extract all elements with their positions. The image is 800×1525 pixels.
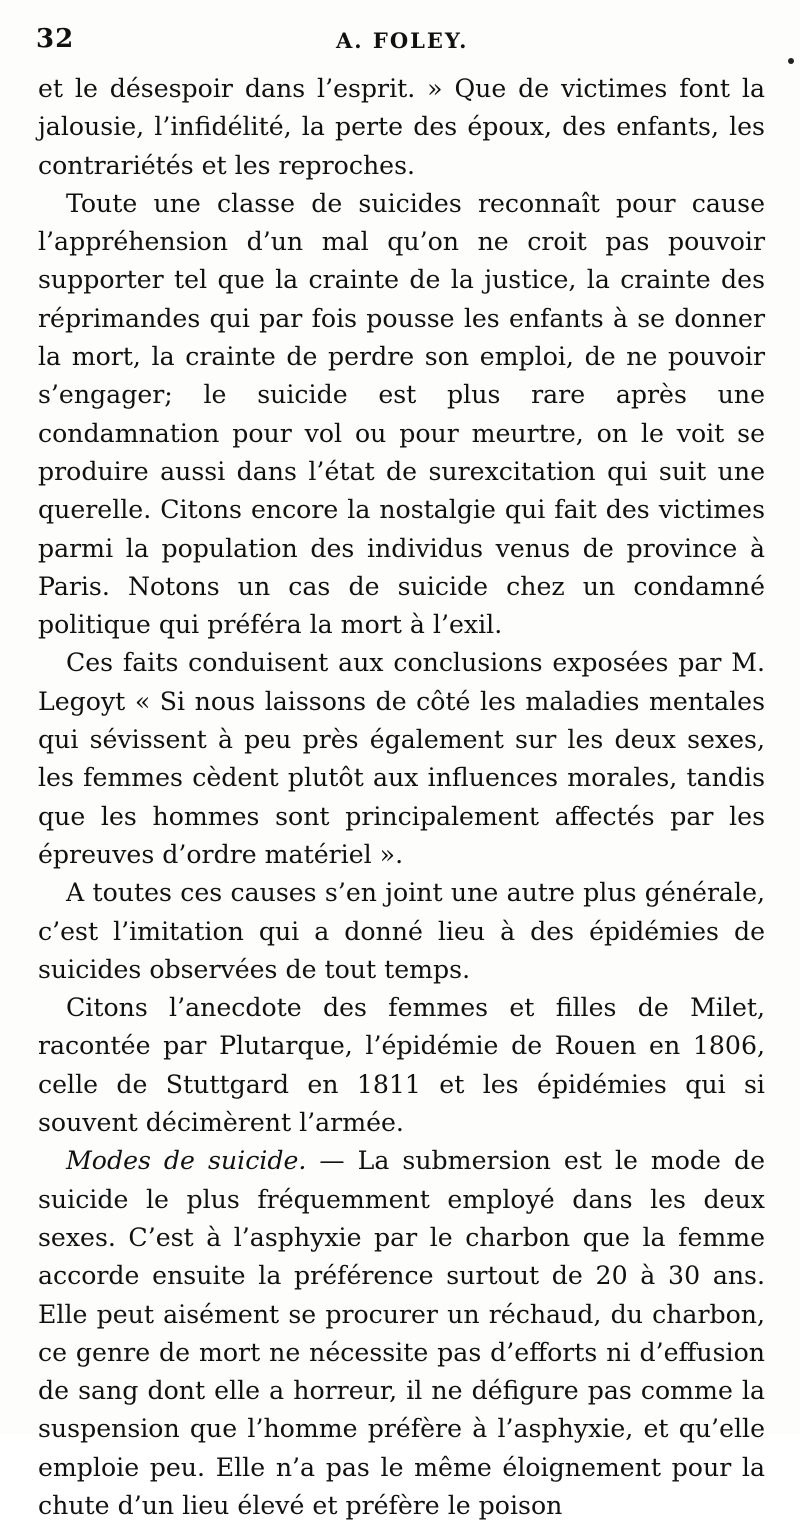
body-text xyxy=(38,70,765,1525)
paragraph-2: Toute une classe de suicides reconnaît pour cause l’appréhension d’un mal qu’on ne croit pas pouvoir supporter tel que la crainte de la justice, la crainte des réprimandes qui par fois pousse les enfants à se donner la mort, la crainte de perdre son emploi, de ne pouvoir s’engager; le suicide est plus rare après une condamnation pour vol ou pour meurtre, on le voit se produire aussi dans l’état de surexcitation qui suit une querelle. Citons encore la nostalgie qui fait des victimes parmi la population des individus venus de province à Paris. Notons un cas de suicide chez un condamné politique qui préféra la mort à l’exil. xyxy=(38,188,765,640)
paragraph-3: Ces faits conduisent aux conclusions exposées par M. Legoyt « Si nous laissons de côté les maladies mentales qui sévissent à peu près également sur les deux sexes, les femmes cèdent plutôt aux influences morales, tandis que les hommes sont principalement affectés par les épreuves d’ordre matériel ». xyxy=(38,648,765,869)
page-number: 32 xyxy=(36,24,75,54)
page-header xyxy=(36,24,760,64)
section-heading: Modes de suicide. xyxy=(66,1146,307,1176)
paragraph-4: A toutes ces causes s’en joint une autre plus générale, c’est l’imitation qui a donné lieu à des épidémies de suicides observées de tout temps. xyxy=(38,878,765,984)
ink-speck xyxy=(788,58,794,64)
running-head: A. FOLEY. xyxy=(336,28,469,53)
paragraph-5: Citons l’anecdote des femmes et filles de Milet, racontée par Plutarque, l’épidémie de Rouen en 1806, celle de Stuttgard en 1811 et les épidémies qui si souvent décimèrent l’armée. xyxy=(38,993,765,1138)
paragraph-6-text: — La submersion est le mode de suicide le plus fréquemment employé dans les deux sexes. C’est à l’asphyxie par le charbon que la femme accorde ensuite la préférence surtout de 20 à 30 ans. Elle peut aisément se procurer un réchaud, du charbon, ce genre de mort ne nécessite pas d’efforts ni d’effusion de sang dont elle a horreur, il ne défigure pas comme la suspension que l’homme préfère à l’asphyxie, et qu’elle emploie peu. Elle n’a pas le même éloignement pour la chute d’un lieu élevé et préfère le poison xyxy=(38,1146,766,1520)
paragraph-6 xyxy=(38,1142,765,1525)
paragraph-1: et le désespoir dans l’esprit. » Que de victimes font la jalousie, l’infidélité, la perte des époux, des enfants, les contrariétés et les reproches. xyxy=(38,74,765,180)
